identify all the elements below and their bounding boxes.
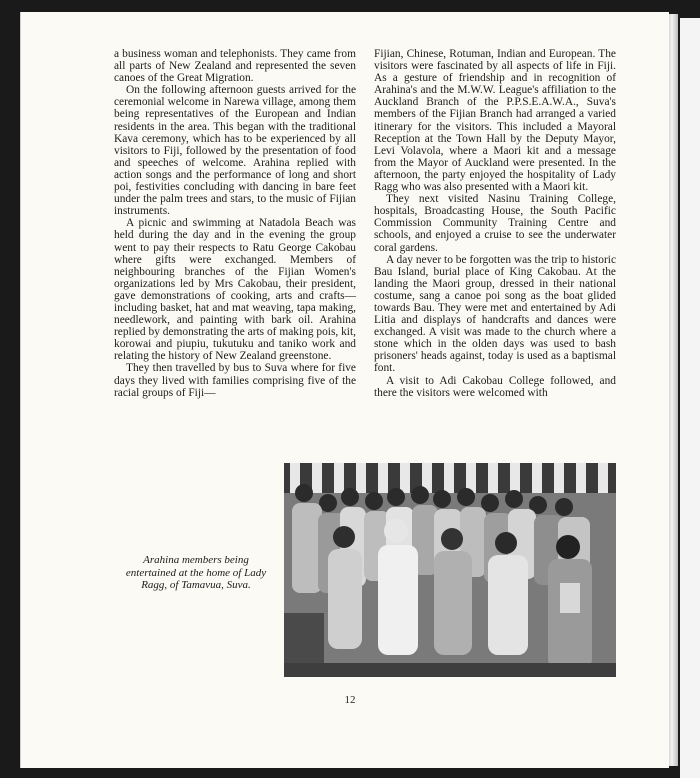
adjacent-page-edge: [668, 14, 678, 766]
right-text-column: [374, 48, 616, 399]
page-number: 12: [344, 694, 356, 706]
striped-awning: [284, 463, 616, 493]
paragraph: A picnic and swimming at Natadola Beach was held during the day and in the evening the group went to pay their respects to Ratu George Cakobau where gifts were exchanged. Members of neighbouring branches of the Fijian Women's organizations led by Mrs Cakobau, their president, gave demonstrations of cooking, arts and crafts—including basket, hat and mat weaving, tapa making, needlework, and painting with bark oil. Arahina replied by demonstrating the arts of making pois, kit, korowai and piupiu, tukutuku and taniko work and relating the history of New Zealand greenstone.: [114, 217, 356, 363]
paragraph: A day never to be forgotten was the trip to historic Bau Island, burial place of King Cakobau. At the landing the Maori group, dressed in their national costume, sang a canoe poi song as the boat glided towards Bau. They were met and entertained by Adi Litia and displays of handcrafts and dances were exchanged. A visit was made to the church where a stone which in the olden days was used to bash prisoners' heads against, today is used as a baptismal font.: [374, 253, 616, 375]
group-photo: [284, 463, 616, 677]
paragraph: a business woman and telephonists. They came from all parts of New Zealand and represented the seven canoes of the Great Migration.: [114, 48, 356, 85]
left-text-column: [114, 48, 356, 399]
paragraph: Fijian, Chinese, Rotuman, Indian and European. The visitors were fascinated by all aspects of life in Fiji. As a gesture of friendship and in recognition of Arahina's and the M.W.W. League's affiliation to the Auckland Branch of the P.P.S.E.A.W.A., Suva's members of the Fijian Branch had arranged a varied itinerary for the visitors. This included a Mayoral Reception at the Town Hall by the Deputy Mayor, Levi Volavola, where a Maori kit and a message from the Mayor of Auckland were presented. In the afternoon, the party enjoyed the hospitality of Lady Ragg who was also presented with a Maori kit.: [374, 48, 616, 194]
adjacent-page: [680, 18, 700, 778]
photo-caption: Arahina members being entertained at the home of Lady Ragg, of Tamavua, Suva.: [125, 554, 267, 591]
paragraph: On the following afternoon guests arrived for the ceremonial welcome in Narewa village, among them being representatives of the European and Indian residents in the area. This began with the traditional Kava ceremony, which has to be experienced by all visitors to Fiji, followed by the presentation of food and speeches of welcome. Arahina replied with action songs and the performance of long and short poi, festivities concluding with dancing in bare feet under the palm trees and stars, to the music of Fijian instruments.: [114, 84, 356, 218]
paragraph: A visit to Adi Cakobau College followed, and there the visitors were welcomed with: [374, 374, 616, 399]
paragraph: They then travelled by bus to Suva where for five days they lived with families comprising five of the racial groups of Fiji—: [114, 362, 356, 399]
paragraph: They next visited Nasinu Training College, hospitals, Broadcasting House, the South Pacific Commission Community Training Centre and schools, and enjoyed a cruise to see the underwater coral gardens.: [374, 193, 616, 254]
